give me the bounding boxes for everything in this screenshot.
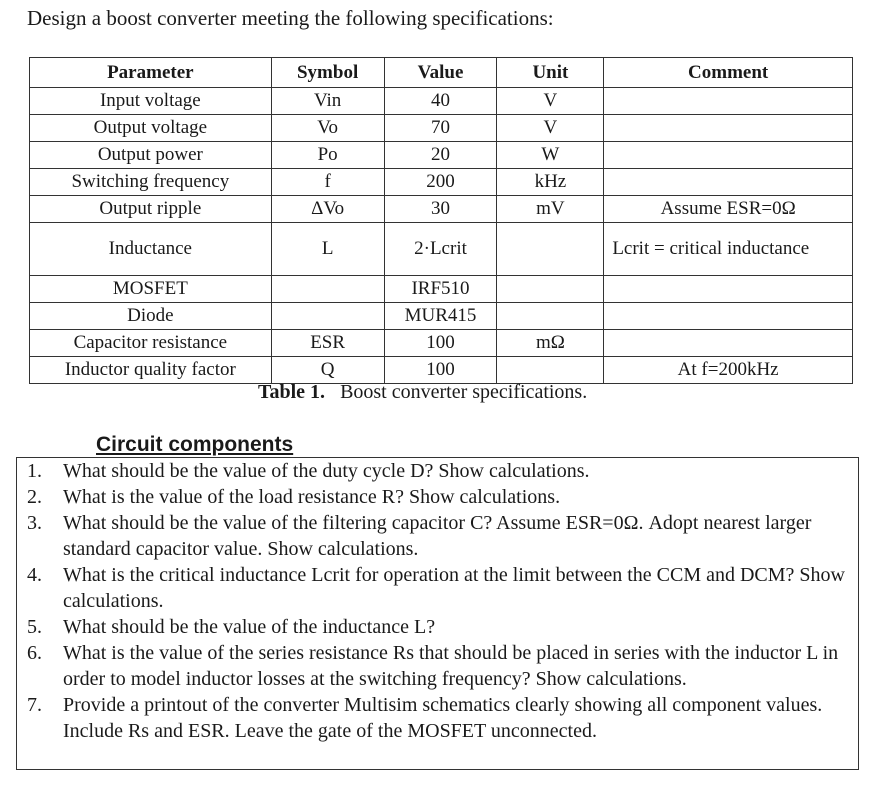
cell-comment: At f=200kHz: [604, 357, 853, 384]
table-row: [30, 142, 853, 169]
cell-unit: [497, 276, 604, 303]
cell-comment: Assume ESR=0Ω: [604, 196, 853, 223]
cell-parameter: Inductor quality factor: [30, 357, 272, 384]
header-comment: Comment: [604, 58, 853, 88]
cell-value: 100: [384, 357, 497, 384]
cell-comment: [604, 115, 853, 142]
cell-unit: kHz: [497, 169, 604, 196]
question-text: What should be the value of the duty cycle D? Show calculations.: [63, 460, 590, 482]
cell-comment: Lcrit = critical inductance: [604, 223, 853, 276]
cell-comment: [604, 169, 853, 196]
cell-value: 200: [384, 169, 497, 196]
question-number: 6.: [27, 642, 42, 664]
question-number: 2.: [27, 486, 42, 508]
cell-symbol: f: [271, 169, 384, 196]
caption-text: Boost converter specifications.: [340, 381, 588, 403]
question-number: 4.: [27, 564, 42, 586]
question-number: 1.: [27, 460, 42, 482]
cell-parameter: Inductance: [30, 223, 272, 276]
cell-parameter: MOSFET: [30, 276, 272, 303]
cell-symbol: Po: [271, 142, 384, 169]
table-row: [30, 303, 853, 330]
header-unit: Unit: [497, 58, 604, 88]
question-text: What is the value of the series resistance Rs that should be placed in series with the inductor L in order to model inductor losses at the switching frequency? Show calculations.: [63, 642, 839, 690]
cell-unit: W: [497, 142, 604, 169]
cell-parameter: Output ripple: [30, 196, 272, 223]
list-item: [17, 458, 858, 484]
question-text: What should be the value of the filtering capacitor C? Assume ESR=0Ω. Adopt nearest larger standard capacitor value. Show calculations.: [63, 512, 812, 560]
table-row: [30, 196, 853, 223]
cell-value: 2·Lcrit: [384, 223, 497, 276]
cell-symbol: ΔVo: [271, 196, 384, 223]
table-row: [30, 223, 853, 276]
header-symbol: Symbol: [271, 58, 384, 88]
cell-unit: [497, 303, 604, 330]
list-item: [17, 484, 858, 510]
cell-value: IRF510: [384, 276, 497, 303]
table-row: [30, 330, 853, 357]
cell-parameter: Output power: [30, 142, 272, 169]
table-caption: [258, 381, 587, 404]
list-item: [17, 692, 858, 744]
cell-value: 70: [384, 115, 497, 142]
table-row: [30, 115, 853, 142]
cell-parameter: Output voltage: [30, 115, 272, 142]
question-text: What is the value of the load resistance R? Show calculations.: [63, 486, 561, 508]
list-item: [17, 510, 858, 562]
cell-parameter: Capacitor resistance: [30, 330, 272, 357]
cell-comment: [604, 276, 853, 303]
cell-parameter: Input voltage: [30, 88, 272, 115]
cell-comment: [604, 330, 853, 357]
list-item: [17, 614, 858, 640]
cell-value: 100: [384, 330, 497, 357]
intro-text: Design a boost converter meeting the following specifications:: [27, 6, 554, 30]
question-text: Provide a printout of the converter Multisim schematics clearly showing all component values. Include Rs and ESR. Leave the gate of the MOSFET unconnected.: [63, 694, 823, 742]
cell-unit: V: [497, 115, 604, 142]
cell-comment: [604, 303, 853, 330]
question-text: What is the critical inductance Lcrit for operation at the limit between the CCM and DCM? Show calculations.: [63, 564, 846, 612]
cell-symbol: [271, 276, 384, 303]
cell-unit: mΩ: [497, 330, 604, 357]
cell-value: 20: [384, 142, 497, 169]
questions-box: [16, 457, 859, 770]
table-row: [30, 169, 853, 196]
table-row: [30, 276, 853, 303]
cell-unit: mV: [497, 196, 604, 223]
question-text: What should be the value of the inductance L?: [63, 616, 436, 638]
questions-list: [17, 458, 858, 744]
table-row: [30, 88, 853, 115]
header-value: Value: [384, 58, 497, 88]
cell-comment: [604, 142, 853, 169]
list-item: [17, 562, 858, 614]
table-header-row: [30, 58, 853, 88]
question-number: 5.: [27, 616, 42, 638]
cell-parameter: Diode: [30, 303, 272, 330]
section-title: Circuit components: [96, 433, 294, 456]
cell-symbol: Vo: [271, 115, 384, 142]
table-row: [30, 357, 853, 384]
cell-comment: [604, 88, 853, 115]
cell-symbol: [271, 303, 384, 330]
cell-symbol: Q: [271, 357, 384, 384]
question-number: 7.: [27, 694, 42, 716]
question-number: 3.: [27, 512, 42, 534]
spec-table: [29, 57, 853, 384]
cell-value: 30: [384, 196, 497, 223]
caption-label: Table 1.: [258, 381, 326, 403]
cell-symbol: L: [271, 223, 384, 276]
cell-unit: V: [497, 88, 604, 115]
cell-symbol: ESR: [271, 330, 384, 357]
cell-symbol: Vin: [271, 88, 384, 115]
cell-parameter: Switching frequency: [30, 169, 272, 196]
cell-value: 40: [384, 88, 497, 115]
cell-unit: [497, 223, 604, 276]
cell-unit: [497, 357, 604, 384]
header-parameter: Parameter: [30, 58, 272, 88]
cell-value: MUR415: [384, 303, 497, 330]
list-item: [17, 640, 858, 692]
